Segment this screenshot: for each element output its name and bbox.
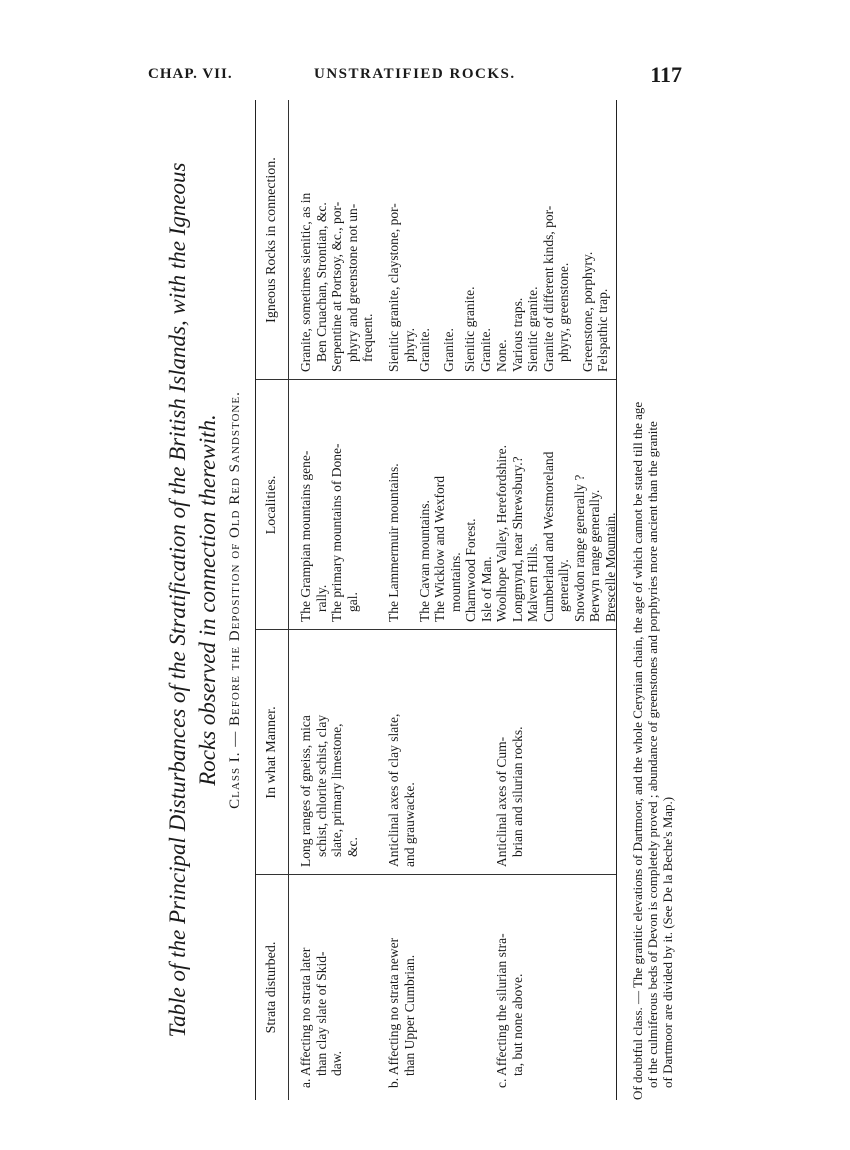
row-c-localities (494, 387, 618, 622)
cell-line: slate, primary limestone, (329, 723, 344, 857)
cell-line: Granite. (477, 328, 493, 372)
cell-line: The Lammermuir mountains. (386, 463, 401, 622)
row-b-localities (386, 387, 494, 622)
cell-line: The Wicklow and Wexford (432, 476, 447, 622)
cell-line: Berwyn range generally. (587, 489, 602, 622)
cell-line: Greenstone, porphyry. (579, 251, 595, 372)
row-c-manner (494, 637, 525, 867)
cell-line: c. Affecting the silurian stra- (494, 933, 509, 1088)
row-c-strata (494, 883, 525, 1088)
cell-line: &c. (344, 837, 360, 857)
cell-line: b. Affecting no strata newer (386, 937, 401, 1088)
cell-line: than Upper Cumbrian. (401, 954, 417, 1076)
cell-line: Woolhope Valley, Herefordshire. (494, 445, 509, 622)
row-b-strata (386, 883, 417, 1088)
footnote (630, 100, 675, 1100)
row-a-manner (298, 637, 360, 867)
cell-line: Sienitic granite, claystone, por- (386, 203, 401, 372)
cell-line: Anticlinal axes of Cum- (494, 736, 509, 867)
page-header (148, 62, 688, 88)
cell-line: Granite. (440, 328, 456, 372)
page-number: 117 (650, 62, 682, 87)
cell-line: phyry and greenstone not un- (344, 203, 360, 362)
cell-line: phyry, greenstone. (556, 262, 571, 362)
cell-line: Long ranges of gneiss, mica (298, 715, 313, 867)
cell-line: Cumberland and Westmoreland (540, 451, 556, 622)
cell-line: a. Affecting no strata later (298, 947, 313, 1088)
cell-line: Charnwood Forest. (463, 518, 478, 622)
column-header-manner: In what Manner. (264, 706, 279, 799)
cell-line: daw. (329, 1051, 344, 1076)
running-title: UNSTRATIFIED ROCKS. (314, 66, 516, 82)
chapter-label: CHAP. VII. (148, 66, 233, 82)
column-divider (256, 379, 616, 380)
column-divider (256, 629, 616, 630)
row-c-igneous (494, 107, 611, 372)
disturbance-table (255, 100, 617, 1100)
cell-line: Granite of different kinds, por- (540, 205, 556, 372)
rotated-table-page (155, 100, 685, 1100)
column-header-igneous: Igneous Rocks in connection. (264, 157, 279, 323)
column-divider (256, 874, 616, 875)
header-rule (288, 100, 289, 1100)
cell-line: None. (494, 339, 509, 372)
cell-line: Longmynd, near Shrewsbury.? (509, 456, 525, 622)
footnote-line: of Dartmoor are divided by it. (See De la Beche's Map.) (660, 796, 675, 1088)
cell-line: phyry. (401, 328, 417, 362)
class-heading: Class I. — Before the Deposition of Old Red Sandstone. (227, 391, 243, 809)
cell-line: Serpentine at Portsoy, &c., por- (329, 201, 344, 372)
row-a-localities (298, 387, 360, 622)
cell-line: generally. (556, 559, 571, 612)
row-b-igneous (386, 107, 493, 372)
cell-line: Granite. (417, 328, 432, 372)
column-header-localities: Localities. (264, 475, 279, 535)
cell-line: The primary mountains of Done- (329, 443, 344, 622)
cell-line: Isle of Man. (478, 556, 494, 622)
cell-line: The Grampian mountains gene- (298, 450, 313, 622)
cell-line: gal. (344, 592, 360, 612)
cell-line: and grauwacke. (401, 782, 417, 867)
cell-line: Felspathic trap. (595, 288, 610, 372)
cell-line: mountains. (447, 552, 463, 612)
cell-line: Brescelle Mountain. (602, 512, 618, 622)
cell-line: Snowdon range generally ? (571, 474, 587, 622)
table-title (163, 100, 223, 1100)
table-title-line-2: Rocks observed in connection therewith. (195, 414, 220, 786)
cell-line: Malvern Hills. (525, 543, 540, 622)
cell-line: Ben Cruachan, Strontian, &c. (313, 202, 329, 362)
cell-line: frequent. (360, 313, 375, 362)
cell-line: Anticlinal axes of clay slate, (386, 713, 401, 867)
cell-line: Sienitic granite. (525, 286, 540, 372)
cell-line: Sienitic granite. (462, 286, 477, 372)
cell-line: rally. (313, 584, 329, 612)
cell-line: Various traps. (509, 297, 525, 372)
cell-line: schist, chlorite schist, clay (313, 714, 329, 857)
cell-line: ta, but none above. (509, 973, 525, 1076)
row-a-igneous (298, 107, 376, 372)
footnote-line: of the culmiferous beds of Devon is completely proved ; abundance of greenstones and porphyries more ancient than the granite (645, 421, 660, 1088)
table-title-line-1: Table of the Principal Disturbances of the Stratification of the British Islands, with the Igneous (165, 162, 190, 1038)
row-a-strata (298, 883, 345, 1088)
cell-line: than clay slate of Skid- (313, 951, 329, 1076)
footnote-line: Of doubtful class. — The granitic elevations of Dartmoor, and the whole Cerynian chain, the age of which cannot be stated till the age (630, 401, 645, 1100)
cell-line: The Cavan mountains. (416, 500, 432, 622)
column-header-strata: Strata disturbed. (264, 941, 279, 1034)
cell-line: brian and silurian rocks. (509, 726, 525, 857)
row-b-manner (386, 637, 417, 867)
cell-line: Granite, sometimes sienitic, as in (298, 192, 313, 372)
